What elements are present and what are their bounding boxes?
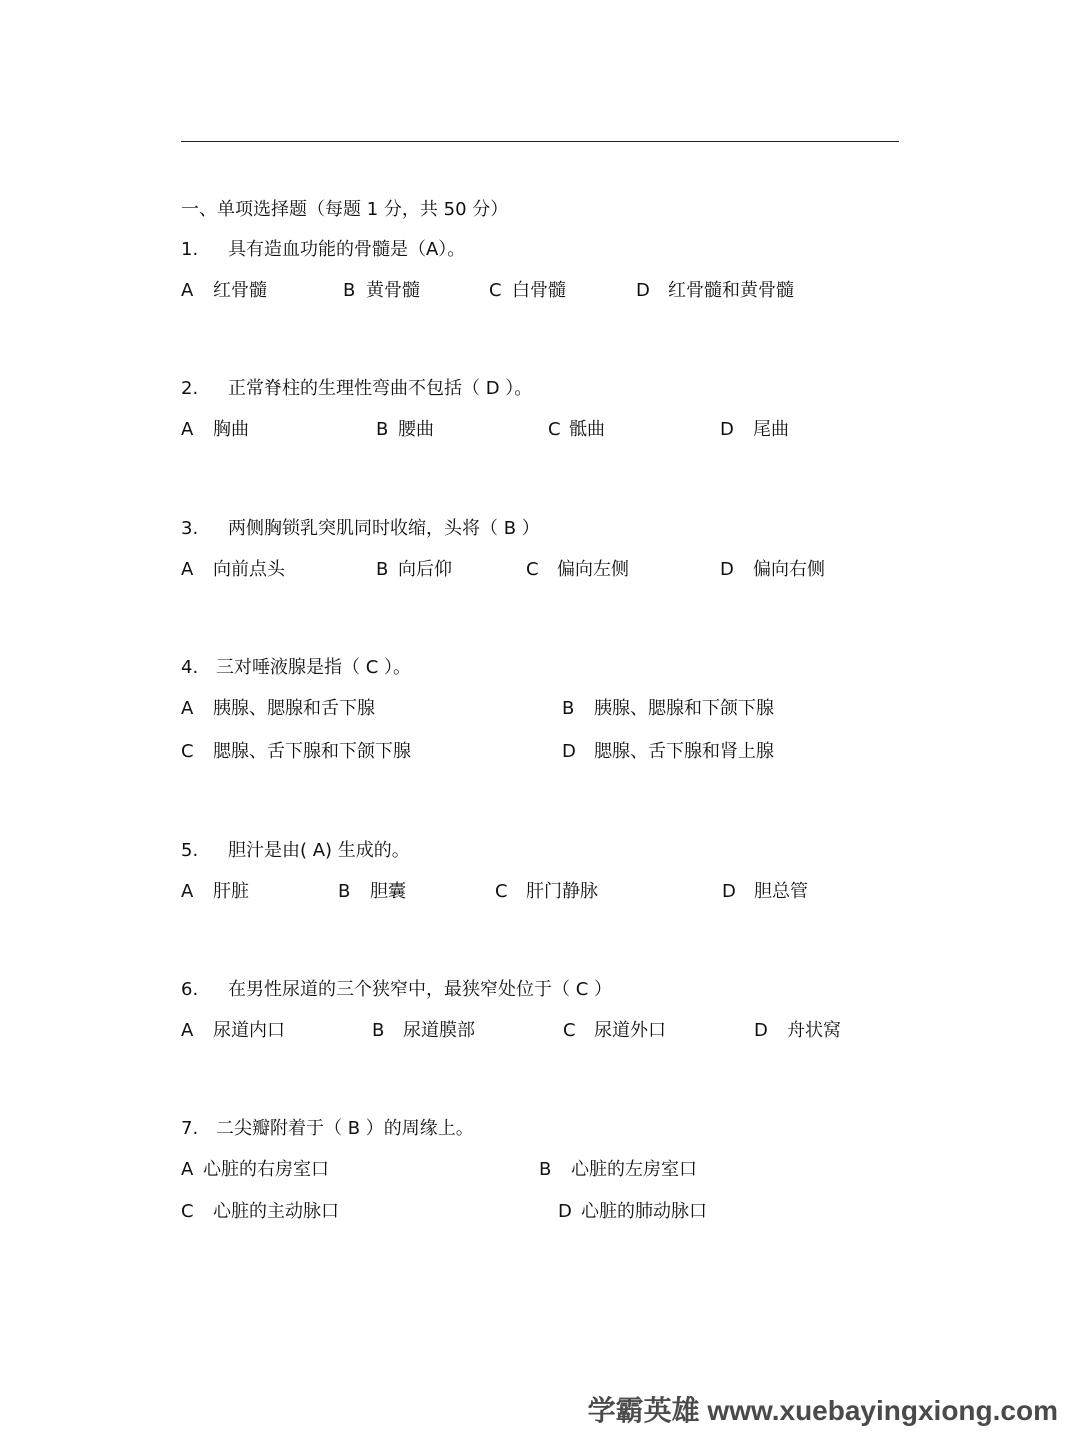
question-stem: 三对唾液腺是指（ C ）。: [216, 657, 412, 678]
option-text: 舟状窝: [787, 1020, 841, 1041]
option-letter: A: [181, 280, 194, 301]
option-text: 胸曲: [213, 419, 249, 440]
option-text: 肝门静脉: [526, 881, 598, 902]
option-letter: A: [181, 419, 194, 440]
question-number: 7.: [181, 1118, 199, 1139]
option-text: 尿道膜部: [403, 1020, 475, 1041]
option-text: 心脏的肺动脉口: [581, 1201, 707, 1222]
option-letter: A: [181, 698, 194, 719]
option-letter: C: [495, 881, 508, 902]
option-letter: C: [526, 559, 539, 580]
option-text: 向前点头: [213, 559, 285, 580]
option-text: 腮腺、舌下腺和肾上腺: [594, 741, 774, 762]
option-letter: D: [562, 741, 576, 762]
question-number: 4.: [181, 657, 199, 678]
option-text: 心脏的右房室口: [203, 1159, 329, 1180]
option-text: 胰腺、腮腺和舌下腺: [213, 698, 375, 719]
option-letter: D: [754, 1020, 768, 1041]
option-text: 心脏的主动脉口: [213, 1201, 339, 1222]
option-text: 尾曲: [753, 419, 789, 440]
question-number: 6.: [181, 979, 199, 1000]
option-text: 偏向右侧: [753, 559, 825, 580]
option-text: 腮腺、舌下腺和下颌下腺: [213, 741, 411, 762]
question-number: 5.: [181, 840, 199, 861]
option-letter: A: [181, 1020, 194, 1041]
option-text: 肝脏: [213, 881, 249, 902]
question-stem: 二尖瓣附着于（ B ）的周缘上。: [216, 1118, 474, 1139]
question-number: 1.: [181, 239, 199, 260]
option-letter: D: [720, 559, 734, 580]
option-letter: C: [548, 419, 561, 440]
watermark: 学霸英雄 www.xuebayingxiong.com: [587, 1395, 1058, 1426]
option-letter: A: [181, 559, 194, 580]
option-text: 心脏的左房室口: [571, 1159, 697, 1180]
section-title: 一、单项选择题（每题 1 分，共 50 分）: [181, 199, 509, 220]
option-text: 白骨髓: [512, 280, 566, 301]
option-letter: D: [558, 1201, 572, 1222]
option-letter: A: [181, 881, 194, 902]
header-rule: [181, 141, 899, 142]
option-letter: A: [181, 1159, 194, 1180]
option-letter: B: [562, 698, 575, 719]
option-text: 胆总管: [754, 881, 808, 902]
question-stem: 两侧胸锁乳突肌同时收缩，头将（ B ）: [228, 518, 540, 539]
option-letter: C: [563, 1020, 576, 1041]
question-stem: 正常脊柱的生理性弯曲不包括（ D ）。: [228, 378, 533, 399]
option-letter: B: [376, 419, 389, 440]
option-text: 黄骨髓: [366, 280, 420, 301]
option-text: 胰腺、腮腺和下颌下腺: [594, 698, 774, 719]
question-stem: 胆汁是由( A) 生成的。: [228, 840, 410, 861]
question-stem: 具有造血功能的骨髓是（A）。: [228, 239, 466, 260]
option-text: 腰曲: [398, 419, 434, 440]
option-letter: B: [338, 881, 351, 902]
option-letter: C: [181, 1201, 194, 1222]
option-text: 尿道外口: [594, 1020, 666, 1041]
option-letter: D: [720, 419, 734, 440]
option-letter: D: [722, 881, 736, 902]
option-letter: C: [489, 280, 502, 301]
option-letter: B: [343, 280, 356, 301]
option-text: 骶曲: [569, 419, 605, 440]
option-text: 胆囊: [370, 881, 406, 902]
option-text: 红骨髓和黄骨髓: [668, 280, 794, 301]
option-letter: D: [636, 280, 650, 301]
option-text: 红骨髓: [213, 280, 267, 301]
option-letter: B: [539, 1159, 552, 1180]
option-letter: C: [181, 741, 194, 762]
question-number: 3.: [181, 518, 199, 539]
option-text: 尿道内口: [213, 1020, 285, 1041]
option-letter: B: [376, 559, 389, 580]
option-text: 向后仰: [398, 559, 452, 580]
question-stem: 在男性尿道的三个狭窄中，最狭窄处位于（ C ）: [228, 979, 613, 1000]
option-text: 偏向左侧: [557, 559, 629, 580]
question-number: 2.: [181, 378, 199, 399]
option-letter: B: [372, 1020, 385, 1041]
